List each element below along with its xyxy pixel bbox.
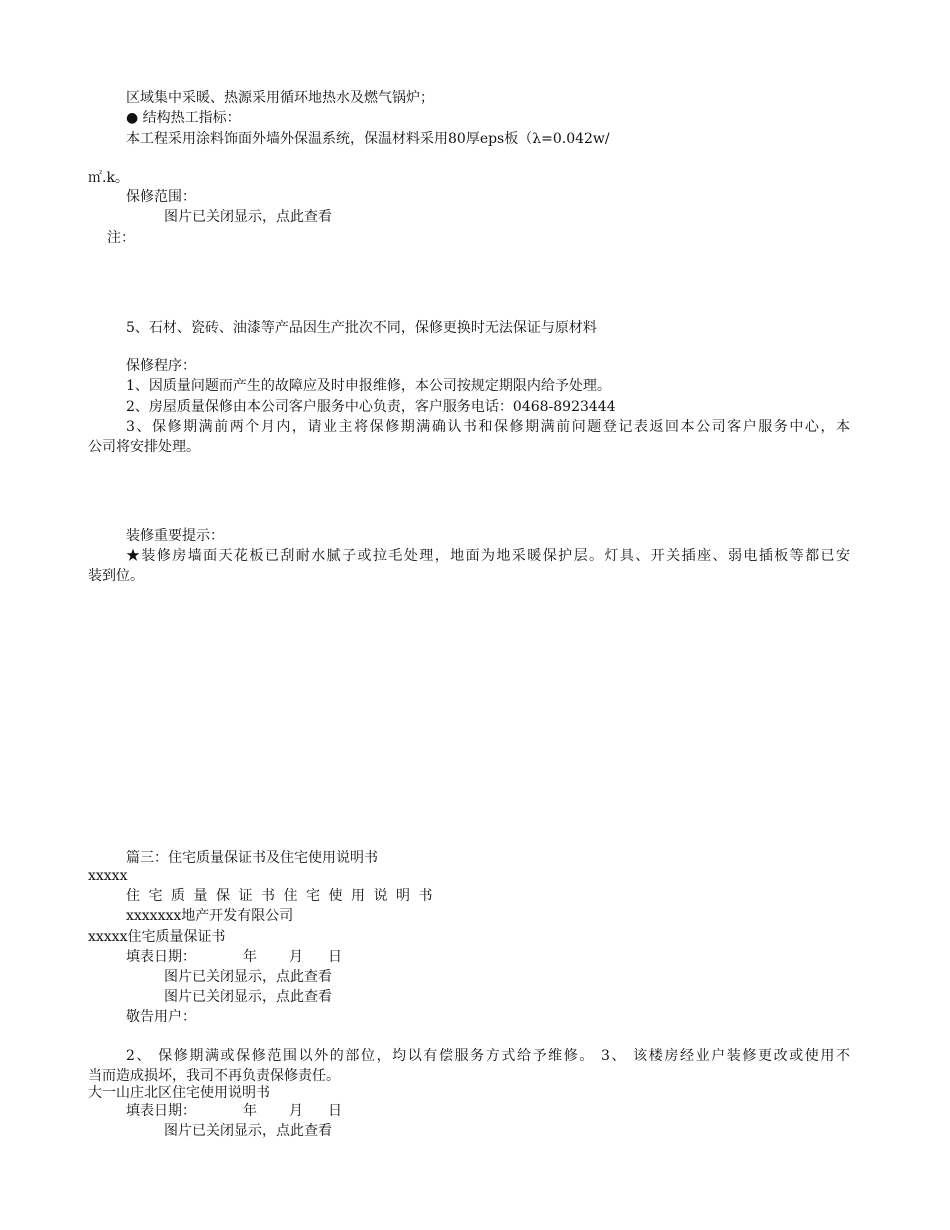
warranty-procedure-heading: 保修程序： [126,358,196,374]
notice-to-users-heading: 敬告用户： [126,1009,196,1025]
decoration-tip: ★装修房墙面天花板已刮耐水腻子或拉毛处理，地面为地采暖保护层。灯具、开关插座、弱电插板等都已安 [126,548,850,564]
procedure-item-2: 2、房屋质量保修由本公司客户服务中心负责，客户服务电话：0468-8923444 [126,399,616,415]
heating-source-line: 区域集中采暖、热源采用循环地热水及燃气锅炉； [126,90,434,106]
image-hidden-link[interactable]: 图片已关闭显示，点此查看 [164,969,332,985]
fill-date-month: 月 [289,1103,303,1119]
insulation-line: 本工程采用涂料饰面外墙外保温系统，保温材料采用80厚eps板（λ=0.042w/ [126,131,610,147]
usage-manual-title: 大一山庄北区住宅使用说明书 [88,1085,270,1101]
procedure-item-1: 1、因质量问题而产生的故障应及时申报维修，本公司按规定期限内给予处理。 [126,378,611,394]
fill-date-year: 年 [243,1103,257,1119]
warranty-clause-2-3: 2、 保修期满或保修范围以外的部位，均以有偿服务方式给予维修。 3、 该楼房经业户装修更改或使用不 [126,1048,850,1064]
fill-date-day: 日 [328,1103,342,1119]
developer-company: xxxxxxx地产开发有限公司 [126,908,294,924]
fill-date-year: 年 [243,949,257,965]
project-name-placeholder: xxxxx [88,868,128,884]
procedure-item-3-cont: 公司将安排处理。 [88,439,200,455]
warranty-scope-heading: 保修范围： [126,189,196,205]
fill-date-label: 填表日期： [126,1103,196,1119]
fill-date-month: 月 [289,949,303,965]
image-hidden-link[interactable]: 图片已关闭显示，点此查看 [164,209,332,225]
material-note-line: 5、石材、瓷砖、油漆等产品因生产批次不同，保修更换时无法保证与原材料 [126,320,597,336]
procedure-item-3: 3、保修期满前两个月内，请业主将保修期满确认书和保修期满前问题登记表返回本公司客户服务中心，本 [126,419,850,435]
fill-date-day: 日 [328,949,342,965]
quality-certificate-title: xxxxx住宅质量保证书 [88,929,226,945]
decoration-tips-heading: 装修重要提示： [126,528,224,544]
section-three-title: 篇三：住宅质量保证书及住宅使用说明书 [126,850,378,866]
image-hidden-link[interactable]: 图片已关闭显示，点此查看 [164,989,332,1005]
document-title-spaced: 住宅质量保证书住宅使用说明书 [126,888,441,904]
fill-date-label: 填表日期： [126,949,196,965]
insulation-unit-line: ㎡.k。 [88,170,129,186]
decoration-tip-cont: 装到位。 [88,568,144,584]
note-label: 注： [107,230,135,246]
warranty-clause-cont: 当而造成损坏，我司不再负责保修责任。 [88,1068,340,1084]
thermal-index-heading: ● 结构热工指标： [126,110,241,126]
image-hidden-link[interactable]: 图片已关闭显示，点此查看 [164,1123,332,1139]
